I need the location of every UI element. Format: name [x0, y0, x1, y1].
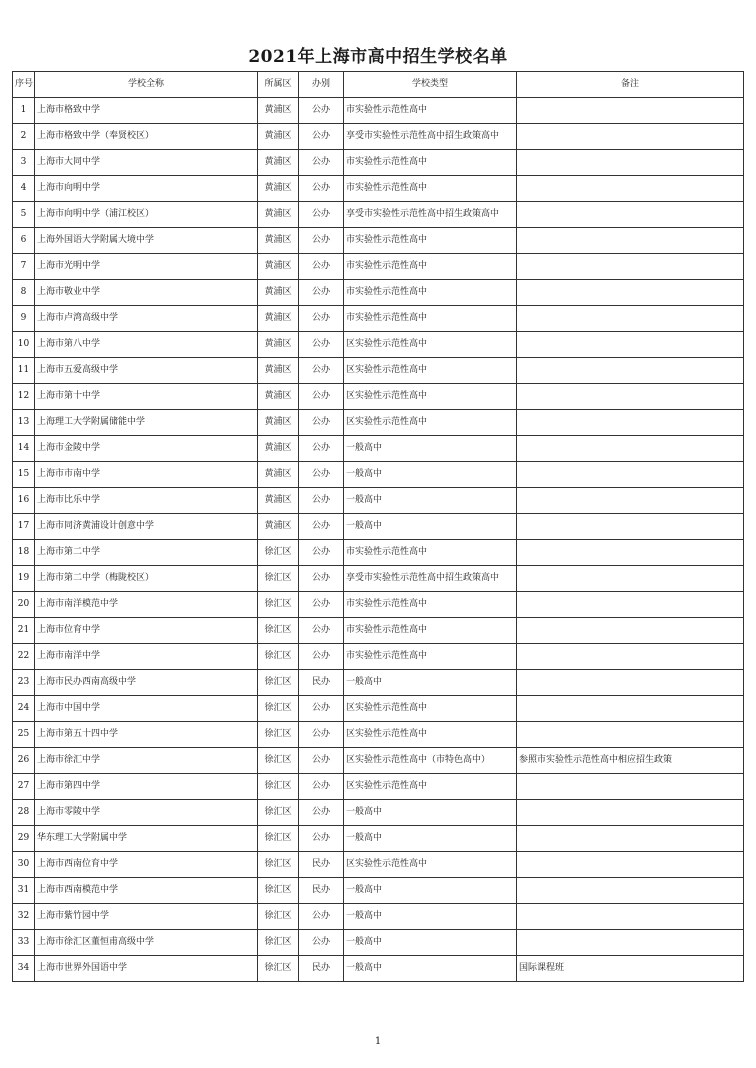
table-row: [13, 332, 744, 358]
remarks-cell: [517, 124, 744, 150]
ownership-cell: 公办: [299, 748, 344, 774]
ownership-cell: 公办: [299, 202, 344, 228]
district-cell: 黄浦区: [258, 332, 299, 358]
table-row: [13, 488, 744, 514]
school-type-cell: 市实验性示范性高中: [344, 254, 517, 280]
row-index-cell: 29: [13, 826, 35, 852]
table-row: [13, 592, 744, 618]
remarks-cell: [517, 800, 744, 826]
ownership-cell: 公办: [299, 592, 344, 618]
district-cell: 黄浦区: [258, 384, 299, 410]
school-name-cell: 上海市零陵中学: [35, 800, 258, 826]
school-type-cell: 一般高中: [344, 930, 517, 956]
remarks-cell: [517, 644, 744, 670]
ownership-cell: 公办: [299, 358, 344, 384]
row-index-cell: 24: [13, 696, 35, 722]
row-index-cell: 6: [13, 228, 35, 254]
school-type-cell: 区实验性示范性高中: [344, 384, 517, 410]
school-name-cell: 上海市格致中学（奉贤校区）: [35, 124, 258, 150]
row-index-cell: 21: [13, 618, 35, 644]
school-name-cell: 上海市南洋中学: [35, 644, 258, 670]
row-index-cell: 4: [13, 176, 35, 202]
school-name-cell: 上海市敬业中学: [35, 280, 258, 306]
school-type-cell: 市实验性示范性高中: [344, 306, 517, 332]
row-index-cell: 12: [13, 384, 35, 410]
page-number: 1: [374, 1036, 382, 1047]
school-name-cell: 上海市第十中学: [35, 384, 258, 410]
district-cell: 黄浦区: [258, 410, 299, 436]
remarks-cell: [517, 904, 744, 930]
school-type-cell: 区实验性示范性高中: [344, 410, 517, 436]
district-cell: 徐汇区: [258, 774, 299, 800]
remarks-cell: [517, 98, 744, 124]
row-index-cell: 17: [13, 514, 35, 540]
table-row: [13, 514, 744, 540]
ownership-cell: 公办: [299, 488, 344, 514]
ownership-cell: 公办: [299, 254, 344, 280]
school-type-cell: 市实验性示范性高中: [344, 228, 517, 254]
school-type-cell: 市实验性示范性高中: [344, 540, 517, 566]
remarks-cell: [517, 592, 744, 618]
row-index-cell: 25: [13, 722, 35, 748]
remarks-cell: [517, 306, 744, 332]
district-cell: 黄浦区: [258, 514, 299, 540]
school-name-cell: 上海市紫竹园中学: [35, 904, 258, 930]
district-cell: 黄浦区: [258, 306, 299, 332]
remarks-cell: [517, 826, 744, 852]
ownership-cell: 公办: [299, 280, 344, 306]
district-cell: 徐汇区: [258, 618, 299, 644]
header-ownership: 办别: [299, 72, 344, 98]
ownership-cell: 公办: [299, 124, 344, 150]
district-cell: 黄浦区: [258, 436, 299, 462]
table-row: [13, 176, 744, 202]
district-cell: 黄浦区: [258, 488, 299, 514]
school-name-cell: 上海市同济黄浦设计创意中学: [35, 514, 258, 540]
school-name-cell: 上海市位育中学: [35, 618, 258, 644]
table-row: [13, 722, 744, 748]
school-name-cell: 上海市光明中学: [35, 254, 258, 280]
table-header-row: [13, 72, 744, 98]
district-cell: 徐汇区: [258, 566, 299, 592]
table-row: [13, 228, 744, 254]
school-type-cell: 享受市实验性示范性高中招生政策高中: [344, 124, 517, 150]
table-row: [13, 748, 744, 774]
header-index: 序号: [13, 72, 35, 98]
remarks-cell: [517, 228, 744, 254]
remarks-cell: [517, 540, 744, 566]
school-type-cell: 市实验性示范性高中: [344, 98, 517, 124]
school-name-cell: 上海市西南模范中学: [35, 878, 258, 904]
school-name-cell: 上海理工大学附属储能中学: [35, 410, 258, 436]
row-index-cell: 5: [13, 202, 35, 228]
remarks-cell: [517, 670, 744, 696]
school-name-cell: 上海市格致中学: [35, 98, 258, 124]
district-cell: 黄浦区: [258, 98, 299, 124]
school-name-cell: 上海市卢湾高级中学: [35, 306, 258, 332]
row-index-cell: 2: [13, 124, 35, 150]
table-row: [13, 852, 744, 878]
remarks-cell: 参照市实验性示范性高中相应招生政策: [517, 748, 744, 774]
district-cell: 黄浦区: [258, 228, 299, 254]
remarks-cell: [517, 254, 744, 280]
school-type-cell: 市实验性示范性高中: [344, 176, 517, 202]
school-name-cell: 上海市世界外国语中学: [35, 956, 258, 982]
table-row: [13, 644, 744, 670]
ownership-cell: 公办: [299, 566, 344, 592]
ownership-cell: 民办: [299, 670, 344, 696]
table-body: [13, 98, 744, 982]
row-index-cell: 27: [13, 774, 35, 800]
district-cell: 徐汇区: [258, 800, 299, 826]
remarks-cell: [517, 566, 744, 592]
table-row: [13, 436, 744, 462]
remarks-cell: [517, 358, 744, 384]
row-index-cell: 14: [13, 436, 35, 462]
remarks-cell: [517, 436, 744, 462]
school-type-cell: 一般高中: [344, 514, 517, 540]
school-name-cell: 上海市大同中学: [35, 150, 258, 176]
row-index-cell: 34: [13, 956, 35, 982]
school-type-cell: 一般高中: [344, 488, 517, 514]
remarks-cell: [517, 696, 744, 722]
row-index-cell: 23: [13, 670, 35, 696]
header-school-type: 学校类型: [344, 72, 517, 98]
district-cell: 徐汇区: [258, 852, 299, 878]
remarks-cell: [517, 410, 744, 436]
ownership-cell: 公办: [299, 540, 344, 566]
school-type-cell: 区实验性示范性高中: [344, 852, 517, 878]
district-cell: 徐汇区: [258, 904, 299, 930]
row-index-cell: 15: [13, 462, 35, 488]
table-row: [13, 696, 744, 722]
ownership-cell: 公办: [299, 904, 344, 930]
table-row: [13, 254, 744, 280]
school-type-cell: 区实验性示范性高中: [344, 332, 517, 358]
district-cell: 徐汇区: [258, 670, 299, 696]
school-name-cell: 华东理工大学附属中学: [35, 826, 258, 852]
ownership-cell: 公办: [299, 176, 344, 202]
remarks-cell: [517, 150, 744, 176]
row-index-cell: 20: [13, 592, 35, 618]
header-district: 所属区: [258, 72, 299, 98]
row-index-cell: 9: [13, 306, 35, 332]
table-row: [13, 410, 744, 436]
row-index-cell: 30: [13, 852, 35, 878]
remarks-cell: 国际课程班: [517, 956, 744, 982]
ownership-cell: 公办: [299, 696, 344, 722]
remarks-cell: [517, 280, 744, 306]
school-type-cell: 市实验性示范性高中: [344, 592, 517, 618]
table-row: [13, 878, 744, 904]
ownership-cell: 公办: [299, 384, 344, 410]
school-type-cell: 一般高中: [344, 956, 517, 982]
row-index-cell: 26: [13, 748, 35, 774]
ownership-cell: 公办: [299, 826, 344, 852]
table-row: [13, 956, 744, 982]
header-school-name: 学校全称: [35, 72, 258, 98]
school-type-cell: 一般高中: [344, 904, 517, 930]
district-cell: 徐汇区: [258, 826, 299, 852]
school-name-cell: 上海市中国中学: [35, 696, 258, 722]
school-type-cell: 一般高中: [344, 878, 517, 904]
table-row: [13, 826, 744, 852]
table-row: [13, 280, 744, 306]
ownership-cell: 民办: [299, 956, 344, 982]
district-cell: 黄浦区: [258, 176, 299, 202]
ownership-cell: 公办: [299, 98, 344, 124]
school-type-cell: 一般高中: [344, 462, 517, 488]
remarks-cell: [517, 462, 744, 488]
ownership-cell: 公办: [299, 306, 344, 332]
district-cell: 徐汇区: [258, 696, 299, 722]
district-cell: 徐汇区: [258, 592, 299, 618]
remarks-cell: [517, 878, 744, 904]
school-roster-table: [12, 71, 744, 982]
school-type-cell: 市实验性示范性高中: [344, 618, 517, 644]
school-name-cell: 上海市五爱高级中学: [35, 358, 258, 384]
row-index-cell: 3: [13, 150, 35, 176]
ownership-cell: 公办: [299, 150, 344, 176]
table-row: [13, 358, 744, 384]
row-index-cell: 22: [13, 644, 35, 670]
school-name-cell: 上海市民办西南高级中学: [35, 670, 258, 696]
header-remarks: 备注: [517, 72, 744, 98]
table-row: [13, 98, 744, 124]
school-name-cell: 上海市金陵中学: [35, 436, 258, 462]
school-name-cell: 上海市市南中学: [35, 462, 258, 488]
ownership-cell: 公办: [299, 514, 344, 540]
ownership-cell: 公办: [299, 722, 344, 748]
table-row: [13, 670, 744, 696]
school-type-cell: 一般高中: [344, 670, 517, 696]
school-type-cell: 区实验性示范性高中: [344, 722, 517, 748]
school-name-cell: 上海市徐汇区董恒甫高级中学: [35, 930, 258, 956]
row-index-cell: 32: [13, 904, 35, 930]
school-name-cell: 上海市向明中学: [35, 176, 258, 202]
school-name-cell: 上海市第二中学（梅陇校区）: [35, 566, 258, 592]
remarks-cell: [517, 514, 744, 540]
ownership-cell: 公办: [299, 436, 344, 462]
remarks-cell: [517, 930, 744, 956]
district-cell: 黄浦区: [258, 254, 299, 280]
row-index-cell: 13: [13, 410, 35, 436]
table-row: [13, 150, 744, 176]
row-index-cell: 10: [13, 332, 35, 358]
school-type-cell: 一般高中: [344, 826, 517, 852]
table-row: [13, 124, 744, 150]
district-cell: 徐汇区: [258, 956, 299, 982]
school-type-cell: 市实验性示范性高中: [344, 150, 517, 176]
ownership-cell: 公办: [299, 618, 344, 644]
ownership-cell: 公办: [299, 644, 344, 670]
school-type-cell: 一般高中: [344, 800, 517, 826]
school-name-cell: 上海外国语大学附属大境中学: [35, 228, 258, 254]
school-name-cell: 上海市向明中学（浦江校区）: [35, 202, 258, 228]
ownership-cell: 公办: [299, 800, 344, 826]
remarks-cell: [517, 618, 744, 644]
district-cell: 黄浦区: [258, 358, 299, 384]
district-cell: 徐汇区: [258, 722, 299, 748]
school-type-cell: 区实验性示范性高中: [344, 774, 517, 800]
school-name-cell: 上海市第五十四中学: [35, 722, 258, 748]
school-type-cell: 市实验性示范性高中: [344, 644, 517, 670]
page-title: 2021年上海市高中招生学校名单: [248, 47, 508, 67]
school-type-cell: 享受市实验性示范性高中招生政策高中: [344, 566, 517, 592]
school-type-cell: 区实验性示范性高中: [344, 696, 517, 722]
remarks-cell: [517, 176, 744, 202]
ownership-cell: 公办: [299, 228, 344, 254]
district-cell: 徐汇区: [258, 748, 299, 774]
remarks-cell: [517, 852, 744, 878]
school-name-cell: 上海市第八中学: [35, 332, 258, 358]
school-type-cell: 区实验性示范性高中: [344, 358, 517, 384]
row-index-cell: 19: [13, 566, 35, 592]
table-row: [13, 202, 744, 228]
school-name-cell: 上海市徐汇中学: [35, 748, 258, 774]
table-row: [13, 306, 744, 332]
row-index-cell: 11: [13, 358, 35, 384]
row-index-cell: 31: [13, 878, 35, 904]
ownership-cell: 公办: [299, 410, 344, 436]
district-cell: 徐汇区: [258, 644, 299, 670]
table-row: [13, 540, 744, 566]
district-cell: 徐汇区: [258, 540, 299, 566]
row-index-cell: 1: [13, 98, 35, 124]
remarks-cell: [517, 332, 744, 358]
ownership-cell: 公办: [299, 462, 344, 488]
row-index-cell: 7: [13, 254, 35, 280]
school-type-cell: 区实验性示范性高中（市特色高中）: [344, 748, 517, 774]
remarks-cell: [517, 774, 744, 800]
ownership-cell: 公办: [299, 332, 344, 358]
table-row: [13, 930, 744, 956]
ownership-cell: 公办: [299, 930, 344, 956]
school-name-cell: 上海市第四中学: [35, 774, 258, 800]
district-cell: 徐汇区: [258, 930, 299, 956]
ownership-cell: 民办: [299, 878, 344, 904]
row-index-cell: 28: [13, 800, 35, 826]
table-row: [13, 800, 744, 826]
school-name-cell: 上海市西南位育中学: [35, 852, 258, 878]
school-type-cell: 享受市实验性示范性高中招生政策高中: [344, 202, 517, 228]
school-name-cell: 上海市第二中学: [35, 540, 258, 566]
row-index-cell: 8: [13, 280, 35, 306]
remarks-cell: [517, 202, 744, 228]
remarks-cell: [517, 384, 744, 410]
table-row: [13, 618, 744, 644]
table-row: [13, 384, 744, 410]
table-row: [13, 774, 744, 800]
district-cell: 黄浦区: [258, 280, 299, 306]
district-cell: 黄浦区: [258, 202, 299, 228]
row-index-cell: 33: [13, 930, 35, 956]
district-cell: 黄浦区: [258, 462, 299, 488]
table-row: [13, 904, 744, 930]
table-row: [13, 462, 744, 488]
row-index-cell: 16: [13, 488, 35, 514]
school-name-cell: 上海市比乐中学: [35, 488, 258, 514]
school-type-cell: 市实验性示范性高中: [344, 280, 517, 306]
table-row: [13, 566, 744, 592]
school-type-cell: 一般高中: [344, 436, 517, 462]
ownership-cell: 民办: [299, 852, 344, 878]
district-cell: 徐汇区: [258, 878, 299, 904]
school-name-cell: 上海市南洋模范中学: [35, 592, 258, 618]
remarks-cell: [517, 488, 744, 514]
remarks-cell: [517, 722, 744, 748]
district-cell: 黄浦区: [258, 124, 299, 150]
district-cell: 黄浦区: [258, 150, 299, 176]
ownership-cell: 公办: [299, 774, 344, 800]
row-index-cell: 18: [13, 540, 35, 566]
